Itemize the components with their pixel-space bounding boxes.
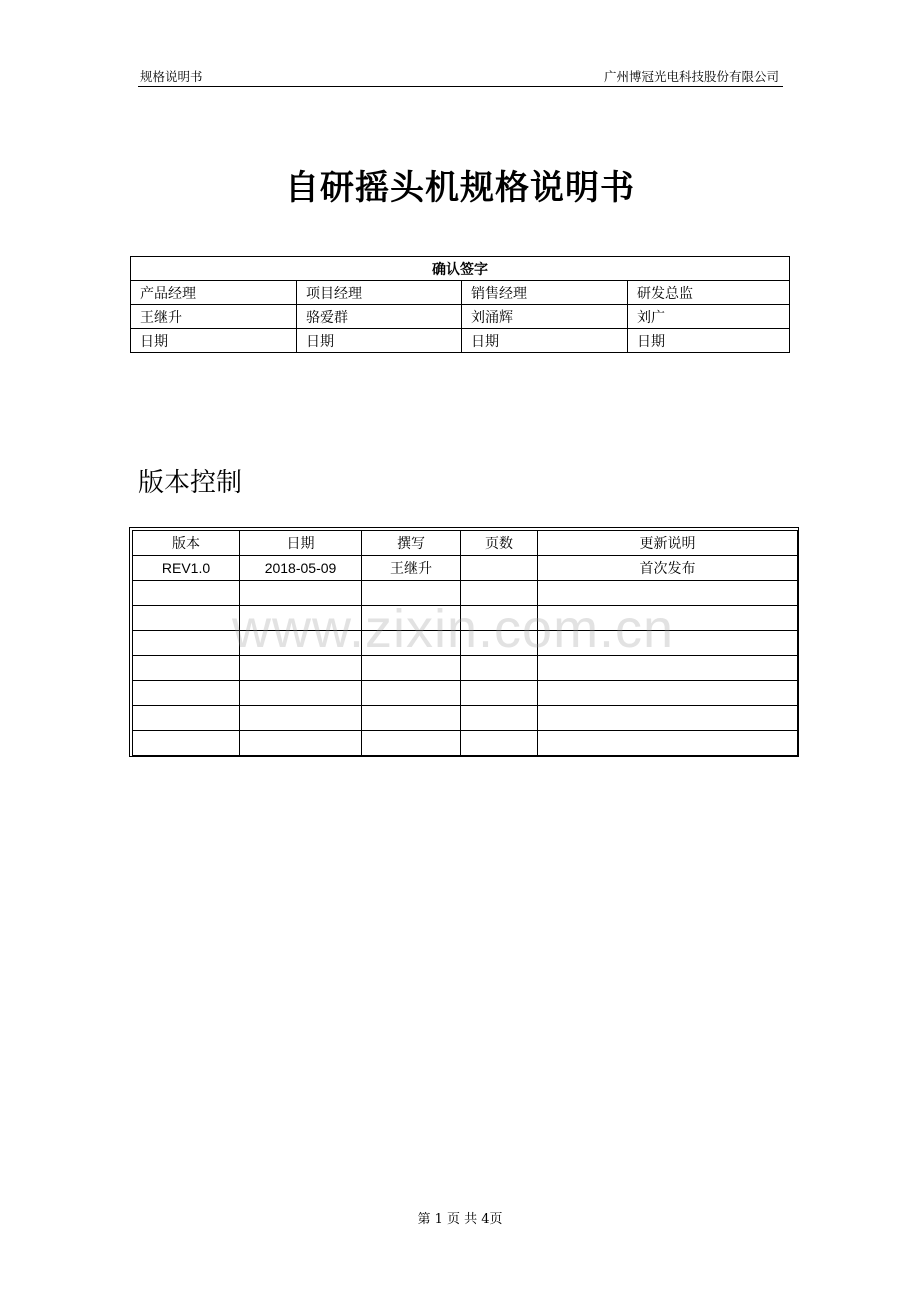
signoff-table bbox=[130, 256, 790, 353]
signoff-names-row bbox=[131, 305, 790, 329]
version-cell bbox=[133, 631, 240, 656]
header-company: 广州博冠光电科技股份有限公司 bbox=[603, 69, 779, 84]
author-cell bbox=[362, 706, 461, 731]
date-cell bbox=[240, 681, 362, 706]
date-cell: 日期 bbox=[628, 329, 790, 353]
date-cell: 日期 bbox=[462, 329, 628, 353]
date-cell bbox=[240, 706, 362, 731]
notes-cell bbox=[538, 681, 798, 706]
version-section-title: 版本控制 bbox=[138, 468, 243, 498]
version-cell bbox=[133, 706, 240, 731]
pages-cell bbox=[461, 556, 538, 581]
pages-cell bbox=[461, 681, 538, 706]
column-header: 版本 bbox=[133, 531, 240, 556]
document-title: 自研摇头机规格说明书 bbox=[285, 168, 635, 208]
version-cell bbox=[133, 681, 240, 706]
date-cell: 日期 bbox=[131, 329, 297, 353]
table-row bbox=[133, 681, 798, 706]
author-cell bbox=[362, 681, 461, 706]
author-cell bbox=[362, 731, 461, 756]
role-cell: 产品经理 bbox=[131, 281, 297, 305]
column-header: 页数 bbox=[461, 531, 538, 556]
date-cell bbox=[240, 731, 362, 756]
version-cell bbox=[133, 606, 240, 631]
author-cell: 王继升 bbox=[362, 556, 461, 581]
name-cell: 刘广 bbox=[628, 305, 790, 329]
name-cell: 王继升 bbox=[131, 305, 297, 329]
notes-cell: 首次发布 bbox=[538, 556, 798, 581]
header-doc-type: 规格说明书 bbox=[140, 69, 203, 84]
table-row bbox=[133, 731, 798, 756]
version-cell: REV1.0 bbox=[133, 556, 240, 581]
role-cell: 项目经理 bbox=[297, 281, 462, 305]
version-cell bbox=[133, 581, 240, 606]
notes-cell bbox=[538, 706, 798, 731]
signoff-dates-row bbox=[131, 329, 790, 353]
signoff-heading: 确认签字 bbox=[131, 257, 790, 281]
column-header: 更新说明 bbox=[538, 531, 798, 556]
version-cell bbox=[133, 731, 240, 756]
name-cell: 刘涌辉 bbox=[462, 305, 628, 329]
watermark: www.zixin.com.cn bbox=[232, 599, 675, 659]
version-header-row bbox=[133, 531, 798, 556]
pages-cell bbox=[461, 706, 538, 731]
notes-cell bbox=[538, 731, 798, 756]
column-header: 日期 bbox=[240, 531, 362, 556]
date-cell: 2018-05-09 bbox=[240, 556, 362, 581]
page-header bbox=[138, 64, 783, 87]
table-row bbox=[133, 556, 798, 581]
table-row bbox=[133, 706, 798, 731]
signoff-roles-row bbox=[131, 281, 790, 305]
name-cell: 骆爱群 bbox=[297, 305, 462, 329]
role-cell: 销售经理 bbox=[462, 281, 628, 305]
role-cell: 研发总监 bbox=[628, 281, 790, 305]
page-footer: 第 1 页 共 4页 bbox=[417, 1212, 503, 1227]
column-header: 撰写 bbox=[362, 531, 461, 556]
date-cell: 日期 bbox=[297, 329, 462, 353]
pages-cell bbox=[461, 731, 538, 756]
version-cell bbox=[133, 656, 240, 681]
